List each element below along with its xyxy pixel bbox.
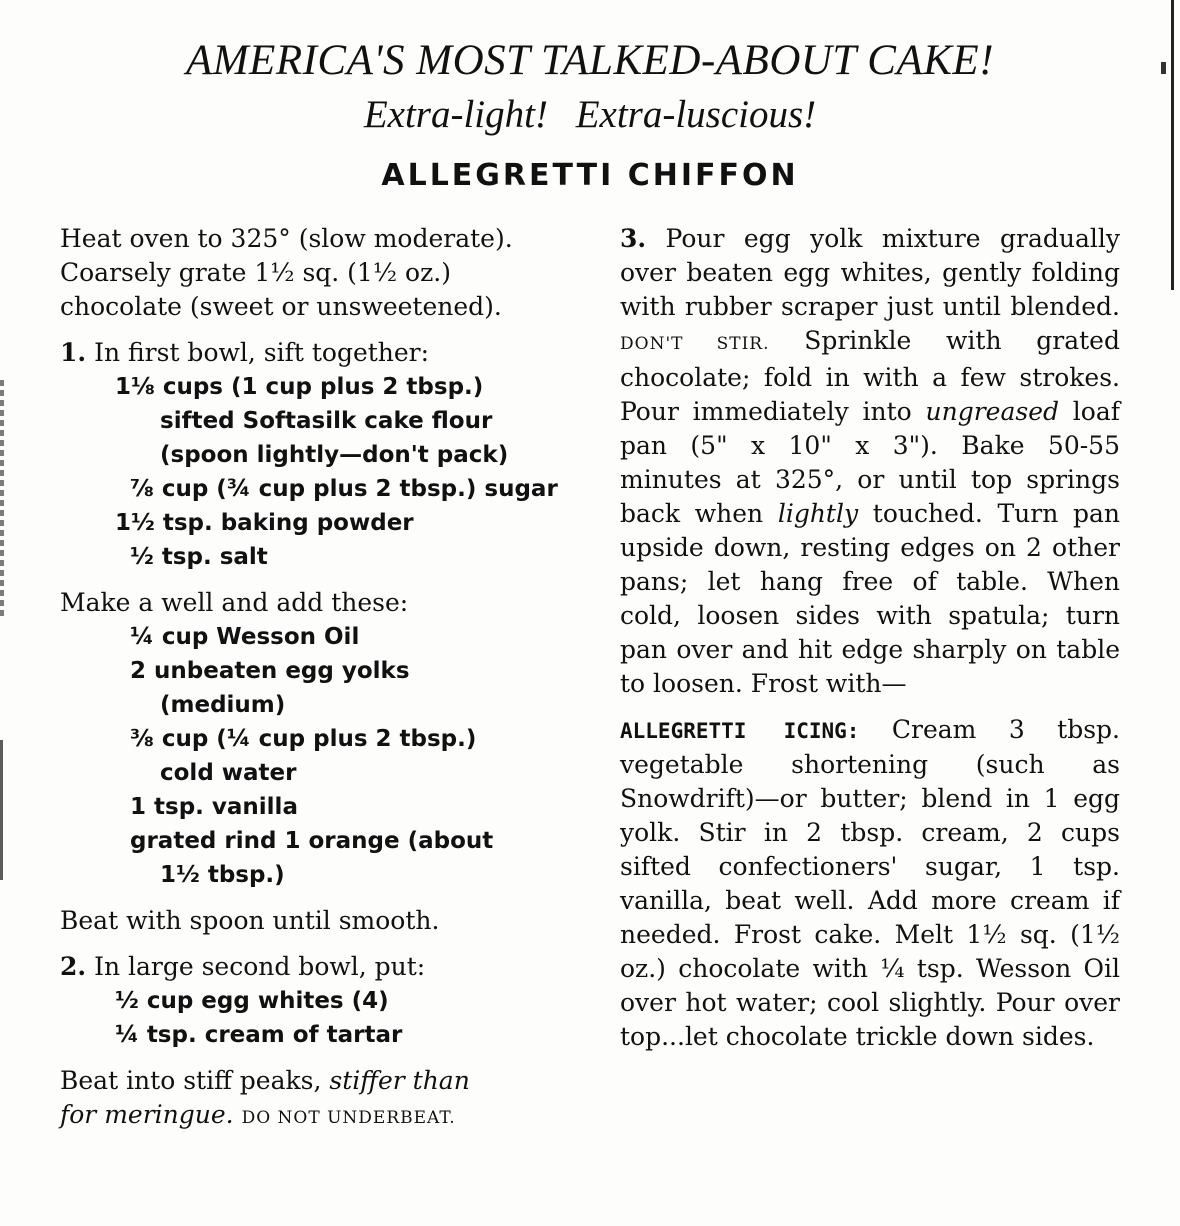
intro-line: Coarsely grate 1½ sq. (1½ oz.) <box>60 258 451 287</box>
recipe-title: ALLEGRETTI CHIFFON <box>381 158 799 193</box>
tagline: Extra-light! Extra-luscious! <box>363 93 817 136</box>
step-3-text: Pour egg yolk mixture gradually over beaten egg whites, gently folding with rubber scraper just until blended. <box>620 224 1120 321</box>
step-2-number: 2. <box>60 952 87 981</box>
headline: AMERICA'S MOST TALKED-ABOUT CAKE! <box>185 37 995 84</box>
beat-peaks-emphasis: stiffer than <box>329 1066 470 1095</box>
ingredient-line: 1⅛ cups (1 cup plus 2 tbsp.) <box>115 374 484 400</box>
step-1-text: In first bowl, sift together: <box>94 338 430 367</box>
ingredient-line: 1½ tbsp.) <box>160 862 285 888</box>
ingredient-line: ½ cup egg whites (4) <box>115 988 389 1014</box>
step-1 <box>60 336 580 370</box>
ingredient-line: (medium) <box>160 692 286 718</box>
icing-text: Cream 3 tbsp. vegetable shortening (such as Snowdrift)—or butter; blend in 1 egg yolk. Stir in 2 tbsp. cream, 2 cups sifted confectioners' sugar, 1 tsp. vanilla, beat well. Add more cream if needed. Frost cake. Melt 1½ sq. (1½ oz.) chocolate with ¼ tsp. Wesson Oil over hot water; cool slightly. Pour over top...let chocolate trickle down sides. <box>620 715 1120 1051</box>
beat-peaks-emphasis-2: for meringue. <box>60 1100 234 1129</box>
ingredient-line: 2 unbeaten egg yolks <box>130 658 410 684</box>
lightly-emphasis: lightly <box>777 499 859 528</box>
ingredient-line: ¼ cup Wesson Oil <box>130 624 360 650</box>
ingredient-line: cold water <box>160 760 297 786</box>
step-3 <box>620 222 1120 701</box>
intro-line: chocolate (sweet or unsweetened). <box>60 292 502 321</box>
beat-peaks-text: Beat into stiff peaks, <box>60 1066 322 1095</box>
beat-peaks-instruction <box>60 1064 580 1135</box>
right-column <box>620 222 1120 1054</box>
ingredient-line: 1 tsp. vanilla <box>130 794 298 820</box>
well-instruction: Make a well and add these: <box>60 588 409 617</box>
step-2 <box>60 950 580 984</box>
step-3-text-2: Sprinkle with grated chocolate; fold in with a few strokes. Pour immediately into <box>620 326 1120 426</box>
do-not-underbeat-warning: DO NOT UNDERBEAT. <box>241 1108 456 1128</box>
ingredient-line: ½ tsp. salt <box>130 544 268 570</box>
step-3-text-4: touched. Turn pan upside down, resting edges on 2 other pans; let hang free of table. When cold, loosen sides with spatula; turn pan over and hit edge sharply on table to loosen. Frost with— <box>620 499 1121 698</box>
beat-smooth-instruction: Beat with spoon until smooth. <box>60 906 440 935</box>
scan-edge-left <box>0 380 4 620</box>
ingredient-line: grated rind 1 orange (about <box>130 828 494 854</box>
ingredient-line: 1½ tsp. baking powder <box>115 510 414 536</box>
ingredient-line: sifted Softasilk cake flour <box>160 408 493 434</box>
step-1-number: 1. <box>60 338 87 367</box>
icing-label: ALLEGRETTI ICING: <box>620 719 860 743</box>
left-column <box>60 222 580 1135</box>
ingredient-line: (spoon lightly—don't pack) <box>160 442 509 468</box>
ingredient-line: ¼ tsp. cream of tartar <box>115 1022 403 1048</box>
ungreased-emphasis: ungreased <box>925 397 1059 426</box>
dont-stir-warning: DON'T STIR. <box>620 334 770 354</box>
step-2-text: In large second bowl, put: <box>94 952 426 981</box>
step-3-text-3: loaf pan (5" x 10" x 3"). Bake 50-55 minutes at 325°, or until top springs back when <box>620 397 1120 528</box>
icing-instructions <box>620 713 1120 1054</box>
ingredient-line: ⅞ cup (¾ cup plus 2 tbsp.) sugar <box>130 476 558 502</box>
step-3-number: 3. <box>620 224 647 253</box>
scan-edge-left-lower <box>0 740 3 880</box>
ingredient-line: ⅜ cup (¼ cup plus 2 tbsp.) <box>130 726 477 752</box>
intro-line: Heat oven to 325° (slow moderate). <box>60 224 513 253</box>
